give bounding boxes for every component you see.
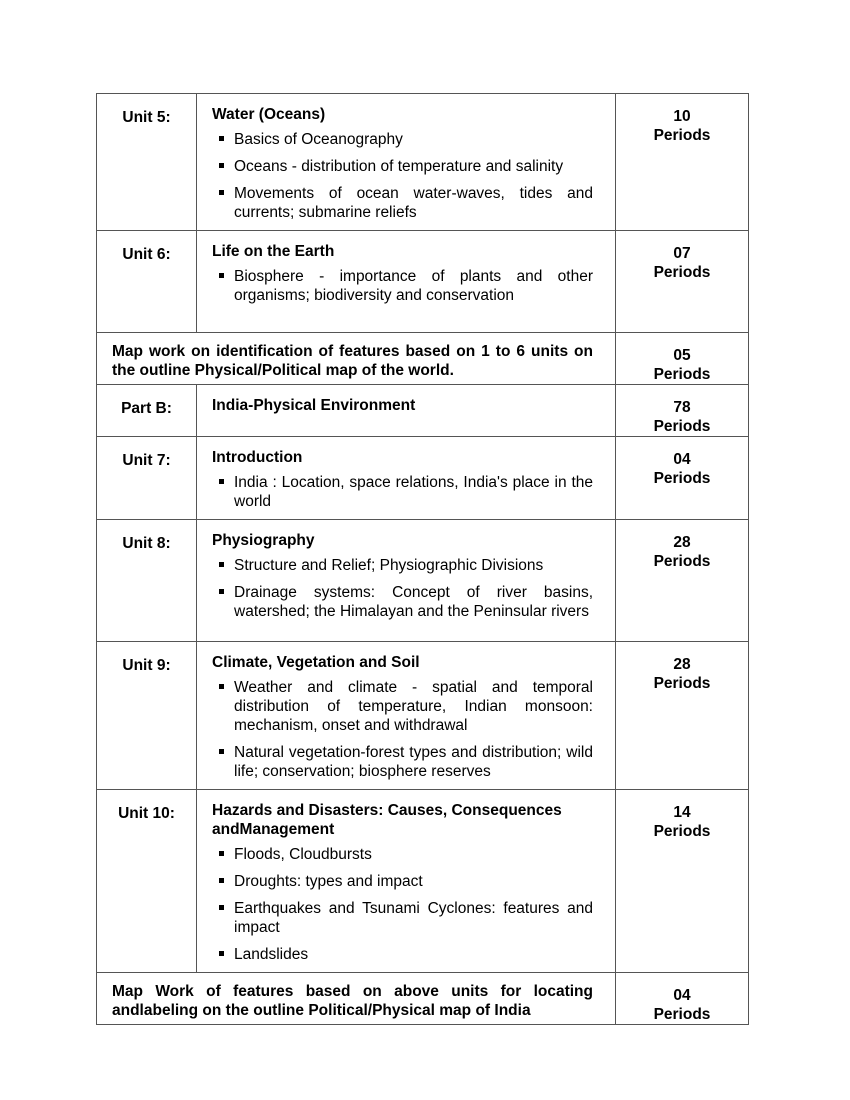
periods-cell: [616, 973, 749, 1025]
unit-label: Unit 10:: [97, 790, 197, 973]
periods-count: 07: [673, 245, 691, 262]
periods-label: Periods: [653, 553, 711, 570]
unit-content: [197, 385, 616, 437]
topic-item: Earthquakes and Tsunami Cyclones: features and impact: [219, 899, 593, 937]
unit-content: [197, 437, 616, 520]
periods-count: 28: [673, 656, 691, 673]
map-work-row: [97, 973, 749, 1025]
periods-cell: [616, 790, 749, 973]
unit-content: [197, 231, 616, 333]
periods-label: Periods: [653, 823, 711, 840]
topic-list: [212, 845, 593, 964]
periods-label: Periods: [653, 127, 711, 144]
syllabus-table: [96, 93, 749, 1025]
periods-label: Periods: [653, 418, 711, 435]
unit-content: [197, 642, 616, 790]
unit-label: Unit 5:: [97, 94, 197, 231]
unit-title: Life on the Earth: [212, 243, 335, 260]
unit-row: [97, 520, 749, 642]
periods-cell: [616, 642, 749, 790]
unit-title: India-Physical Environment: [212, 397, 416, 414]
syllabus-body: [97, 94, 749, 1025]
unit-label: Part B:: [97, 385, 197, 437]
periods-label: Periods: [653, 470, 711, 487]
unit-row: [97, 642, 749, 790]
periods-cell: [616, 231, 749, 333]
periods-count: 28: [673, 534, 691, 551]
unit-content: [197, 94, 616, 231]
unit-label: Unit 7:: [97, 437, 197, 520]
periods-count: 04: [673, 451, 691, 468]
topic-item: Floods, Cloudbursts: [219, 845, 593, 864]
periods-count: 05: [673, 347, 691, 364]
topic-item: Biosphere - importance of plants and other organisms; biodiversity and conservation: [219, 267, 593, 305]
topic-list: [212, 556, 593, 621]
topic-item: Movements of ocean water-waves, tides and currents; submarine reliefs: [219, 184, 593, 222]
topic-item: Weather and climate - spatial and temporal distribution of temperature, Indian monsoon: mechanism, onset and withdrawal: [219, 678, 593, 735]
map-work-text: Map Work of features based on above units for locating andlabeling on the outline Political/Physical map of India: [97, 973, 616, 1025]
periods-count: 10: [673, 108, 691, 125]
unit-row: [97, 437, 749, 520]
periods-label: Periods: [653, 264, 711, 281]
topic-list: [212, 678, 593, 781]
unit-title: Water (Oceans): [212, 106, 326, 123]
periods-label: Periods: [653, 1006, 711, 1023]
unit-row: [97, 94, 749, 231]
topic-item: Landslides: [219, 945, 593, 964]
unit-content: [197, 520, 616, 642]
topic-item: Natural vegetation-forest types and distribution; wild life; conservation; biosphere reserves: [219, 743, 593, 781]
periods-label: Periods: [653, 675, 711, 692]
periods-cell: [616, 520, 749, 642]
periods-label: Periods: [653, 366, 711, 383]
unit-content: [197, 790, 616, 973]
unit-label: Unit 9:: [97, 642, 197, 790]
topic-item: Oceans - distribution of temperature and salinity: [219, 157, 593, 176]
topic-list: [212, 267, 593, 305]
unit-row: [97, 231, 749, 333]
unit-label: Unit 6:: [97, 231, 197, 333]
topic-item: India : Location, space relations, India's place in the world: [219, 473, 593, 511]
topic-list: [212, 130, 593, 222]
map-work-text: Map work on identification of features based on 1 to 6 units on the outline Physical/Political map of the world.: [97, 333, 616, 385]
unit-title: Physiography: [212, 532, 315, 549]
unit-title: Hazards and Disasters: Causes, Consequences andManagement: [212, 802, 562, 838]
periods-count: 78: [673, 399, 691, 416]
periods-cell: [616, 437, 749, 520]
unit-row: [97, 385, 749, 437]
topic-item: Drainage systems: Concept of river basins, watershed; the Himalayan and the Peninsular rivers: [219, 583, 593, 621]
periods-cell: [616, 333, 749, 385]
topic-item: Structure and Relief; Physiographic Divisions: [219, 556, 593, 575]
topic-item: Basics of Oceanography: [219, 130, 593, 149]
unit-title: Introduction: [212, 449, 303, 466]
unit-row: [97, 790, 749, 973]
periods-count: 04: [673, 987, 691, 1004]
periods-count: 14: [673, 804, 691, 821]
unit-label: Unit 8:: [97, 520, 197, 642]
map-work-row: [97, 333, 749, 385]
unit-title: Climate, Vegetation and Soil: [212, 654, 420, 671]
periods-cell: [616, 94, 749, 231]
topic-list: [212, 473, 593, 511]
topic-item: Droughts: types and impact: [219, 872, 593, 891]
periods-cell: [616, 385, 749, 437]
